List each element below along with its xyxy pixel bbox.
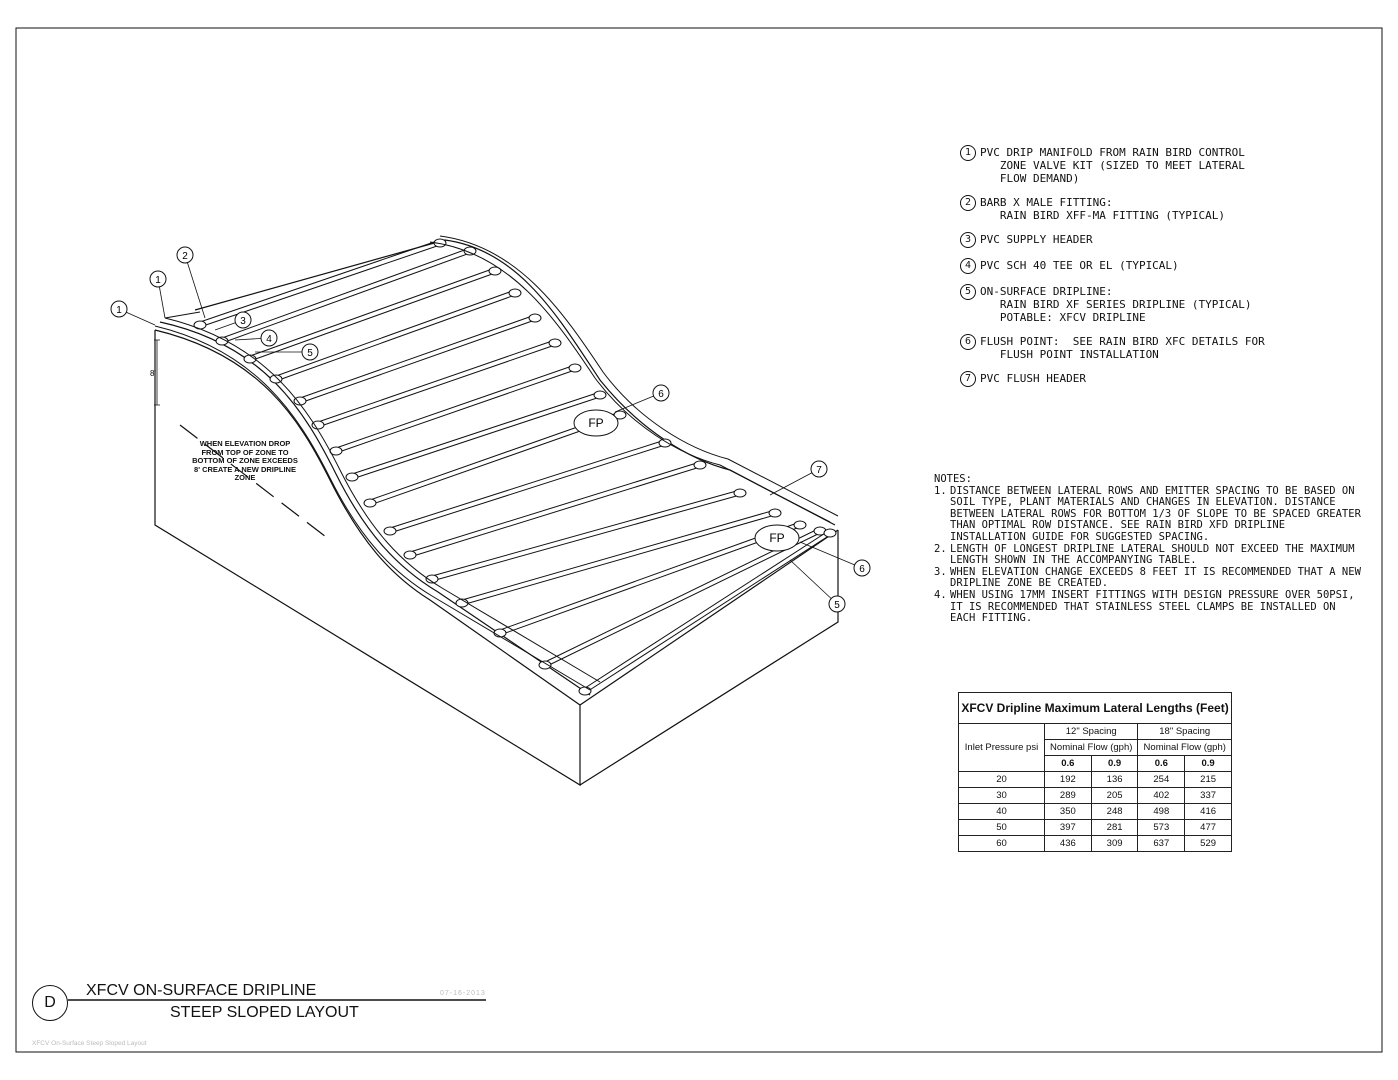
legend-number: 2 <box>960 195 976 211</box>
note-text: WHEN ELEVATION CHANGE EXCEEDS 8 FEET IT IS RECOMMENDED THAT A NEW DRIPLINE ZONE BE CREATED. <box>950 565 1361 590</box>
dripline-lateral <box>200 245 440 327</box>
pipe-fitting <box>659 439 671 447</box>
flow-value: 0.9 <box>1091 756 1138 772</box>
legend-text: ON-SURFACE DRIPLINE: <box>980 285 1113 298</box>
legend-item <box>960 259 1380 274</box>
table-cell: 50 <box>959 820 1045 836</box>
legend-item <box>960 233 1380 248</box>
table-title: XFCV Dripline Maximum Lateral Lengths (Feet) <box>959 693 1232 724</box>
note-item <box>934 567 1364 590</box>
table-cell: 205 <box>1091 788 1138 804</box>
flow-value: 0.6 <box>1138 756 1185 772</box>
drawing-date: 07-16-2013 <box>440 990 486 997</box>
table-cell: 309 <box>1091 836 1138 852</box>
pipe-fitting <box>594 391 606 399</box>
table-cell: 136 <box>1091 772 1138 788</box>
legend-text: POTABLE: XFCV DRIPLINE <box>980 311 1146 324</box>
table-cell: 337 <box>1185 788 1232 804</box>
table-cell: 402 <box>1138 788 1185 804</box>
callout-number: 1 <box>155 275 161 286</box>
legend-text: ZONE VALVE KIT (SIZED TO MEET LATERAL <box>980 159 1245 172</box>
pipe-fitting <box>529 314 541 322</box>
table-cell: 30 <box>959 788 1045 804</box>
flush-point-label: FP <box>769 531 785 545</box>
dripline-lateral <box>390 445 665 533</box>
spacing-18-header: 18" Spacing <box>1138 724 1232 740</box>
pipe-fitting <box>824 529 836 537</box>
table-cell: 248 <box>1091 804 1138 820</box>
pipe-fitting <box>346 473 358 481</box>
elevation-warning: WHEN ELEVATION DROP FROM TOP OF ZONE TO BOTTOM OF ZONE EXCEEDS 8' CREATE A NEW DRIPLINE ZONE <box>192 439 298 482</box>
dripline-lateral <box>352 397 600 479</box>
legend-text: BARB X MALE FITTING: <box>980 196 1113 209</box>
callout-number: 5 <box>834 600 840 611</box>
table-row <box>959 820 1232 836</box>
flush-point-upper <box>574 410 618 436</box>
legend-number: 3 <box>960 232 976 248</box>
table-cell: 416 <box>1185 804 1232 820</box>
table-cell: 289 <box>1045 788 1092 804</box>
flush-point-lower <box>755 525 799 551</box>
dripline-lateral <box>276 295 515 381</box>
legend-number: 6 <box>960 334 976 350</box>
legend-text: FLUSH POINT INSTALLATION <box>980 348 1159 361</box>
dripline-lateral <box>318 340 555 422</box>
table-row <box>959 836 1232 852</box>
pipe-fitting <box>509 289 521 297</box>
table-row <box>959 804 1232 820</box>
callout-number: 4 <box>266 334 272 345</box>
pipe-fitting <box>769 509 781 517</box>
legend-text: PVC DRIP MANIFOLD FROM RAIN BIRD CONTROL <box>980 146 1245 159</box>
height-label: 8' <box>150 369 156 378</box>
table-cell: 397 <box>1045 820 1092 836</box>
legend-number: 5 <box>960 284 976 300</box>
note-text: LENGTH OF LONGEST DRIPLINE LATERAL SHOULD NOT EXCEED THE MAXIMUM LENGTH SHOWN IN THE ACCOMPANYING TABLE. <box>950 542 1355 567</box>
dripline-lateral <box>300 315 535 398</box>
legend <box>960 146 1380 398</box>
note-number: 4. <box>934 588 947 601</box>
pipe-fitting <box>404 551 416 559</box>
flush-point-label: FP <box>588 416 604 430</box>
table-cell: 60 <box>959 836 1045 852</box>
callout-leader <box>185 255 205 318</box>
callout-number: 2 <box>182 251 188 262</box>
pipe-fitting <box>384 527 396 535</box>
callout-number: 6 <box>658 389 664 400</box>
dripline-lateral <box>222 253 470 343</box>
pipe-fitting <box>312 421 324 429</box>
legend-number: 7 <box>960 371 976 387</box>
notes <box>934 474 1364 625</box>
flow-value: 0.6 <box>1045 756 1092 772</box>
pipe-fitting <box>549 339 561 347</box>
dripline-lateral <box>276 290 515 376</box>
flow-header-18: Nominal Flow (gph) <box>1138 740 1232 756</box>
callout-leader <box>790 560 837 604</box>
legend-text: PVC FLUSH HEADER <box>980 372 1086 385</box>
table-cell: 573 <box>1138 820 1185 836</box>
table-cell: 477 <box>1185 820 1232 836</box>
note-text: DISTANCE BETWEEN LATERAL ROWS AND EMITTER SPACING TO BE BASED ON SOIL TYPE, PLANT MATERIALS AND CHANGES IN ELEVATION. DISTANCE BETWEEN LATERAL ROWS FOR BOTTOM 1/3 OF SLOPE TO BE SPACED GREATER THAN OPTIMAL ROW DISTANCE. SEE RAIN BIRD XFD DRIPLINE INSTALLATION GUIDE FOR SUGGESTED SPACING. <box>950 484 1361 543</box>
pipe-fitting <box>794 521 806 529</box>
dripline-lateral <box>300 320 535 403</box>
legend-text: RAIN BIRD XFF-MA FITTING (TYPICAL) <box>980 209 1226 222</box>
table-cell: 350 <box>1045 804 1092 820</box>
legend-item <box>960 196 1380 222</box>
flow-header-12: Nominal Flow (gph) <box>1045 740 1138 756</box>
note-number: 1. <box>934 484 947 497</box>
callout-number: 6 <box>859 564 865 575</box>
table-cell: 498 <box>1138 804 1185 820</box>
pipe-fitting <box>364 499 376 507</box>
table-cell: 637 <box>1138 836 1185 852</box>
detail-marker: D <box>32 985 68 1021</box>
pipe-fitting <box>579 687 591 695</box>
legend-text: PVC SCH 40 TEE OR EL (TYPICAL) <box>980 259 1179 272</box>
callout-number: 7 <box>816 465 822 476</box>
callout-leader <box>800 542 862 568</box>
table-cell: 192 <box>1045 772 1092 788</box>
note-item <box>934 544 1364 567</box>
note-text: WHEN USING 17MM INSERT FITTINGS WITH DESIGN PRESSURE OVER 50PSI, IT IS RECOMMENDED THAT STAINLESS STEEL CLAMPS BE INSTALLED ON EACH FITTING. <box>950 588 1355 625</box>
lateral-length-table <box>958 692 1232 852</box>
dripline-lateral <box>250 273 495 361</box>
dripline-lateral <box>250 268 495 356</box>
note-item <box>934 486 1364 544</box>
dripline-lateral <box>545 533 820 667</box>
table-row <box>959 772 1232 788</box>
pipe-fitting <box>694 461 706 469</box>
legend-item <box>960 372 1380 387</box>
table-row <box>959 788 1232 804</box>
table-cell: 20 <box>959 772 1045 788</box>
drawing-title: XFCV ON-SURFACE DRIPLINE <box>86 982 317 999</box>
legend-number: 1 <box>960 145 976 161</box>
table-cell: 254 <box>1138 772 1185 788</box>
drawing-filename: XFCV On-Surface Steep Sloped Layout <box>32 1040 147 1047</box>
note-number: 3. <box>934 565 947 578</box>
callout-number: 5 <box>307 348 313 359</box>
note-item <box>934 590 1364 625</box>
slope-block <box>154 240 838 785</box>
legend-item <box>960 335 1380 361</box>
drawing-subtitle: STEEP SLOPED LAYOUT <box>170 1004 359 1021</box>
table-cell: 281 <box>1091 820 1138 836</box>
pipe-fitting <box>734 489 746 497</box>
table-cell: 215 <box>1185 772 1232 788</box>
table-cell: 436 <box>1045 836 1092 852</box>
legend-text: FLUSH POINT: SEE RAIN BIRD XFC DETAILS FOR <box>980 335 1265 348</box>
row-header: Inlet Pressure psi <box>959 724 1045 772</box>
pipe-fitting <box>539 661 551 669</box>
table-cell: 529 <box>1185 836 1232 852</box>
legend-text: FLOW DEMAND) <box>980 172 1080 185</box>
legend-text: RAIN BIRD XF SERIES DRIPLINE (TYPICAL) <box>980 298 1252 311</box>
dripline-lateral <box>318 345 555 427</box>
legend-number: 4 <box>960 258 976 274</box>
callout-number: 1 <box>116 305 122 316</box>
flow-value: 0.9 <box>1185 756 1232 772</box>
spacing-12-header: 12" Spacing <box>1045 724 1138 740</box>
legend-item <box>960 146 1380 185</box>
dripline-lateral <box>200 240 440 322</box>
notes-heading: NOTES: <box>934 473 972 485</box>
pipe-fitting <box>569 364 581 372</box>
callout-number: 3 <box>240 316 246 327</box>
pipe-fitting <box>494 629 506 637</box>
legend-item <box>960 285 1380 324</box>
legend-text: PVC SUPPLY HEADER <box>980 233 1093 246</box>
note-number: 2. <box>934 542 947 555</box>
table-cell: 40 <box>959 804 1045 820</box>
